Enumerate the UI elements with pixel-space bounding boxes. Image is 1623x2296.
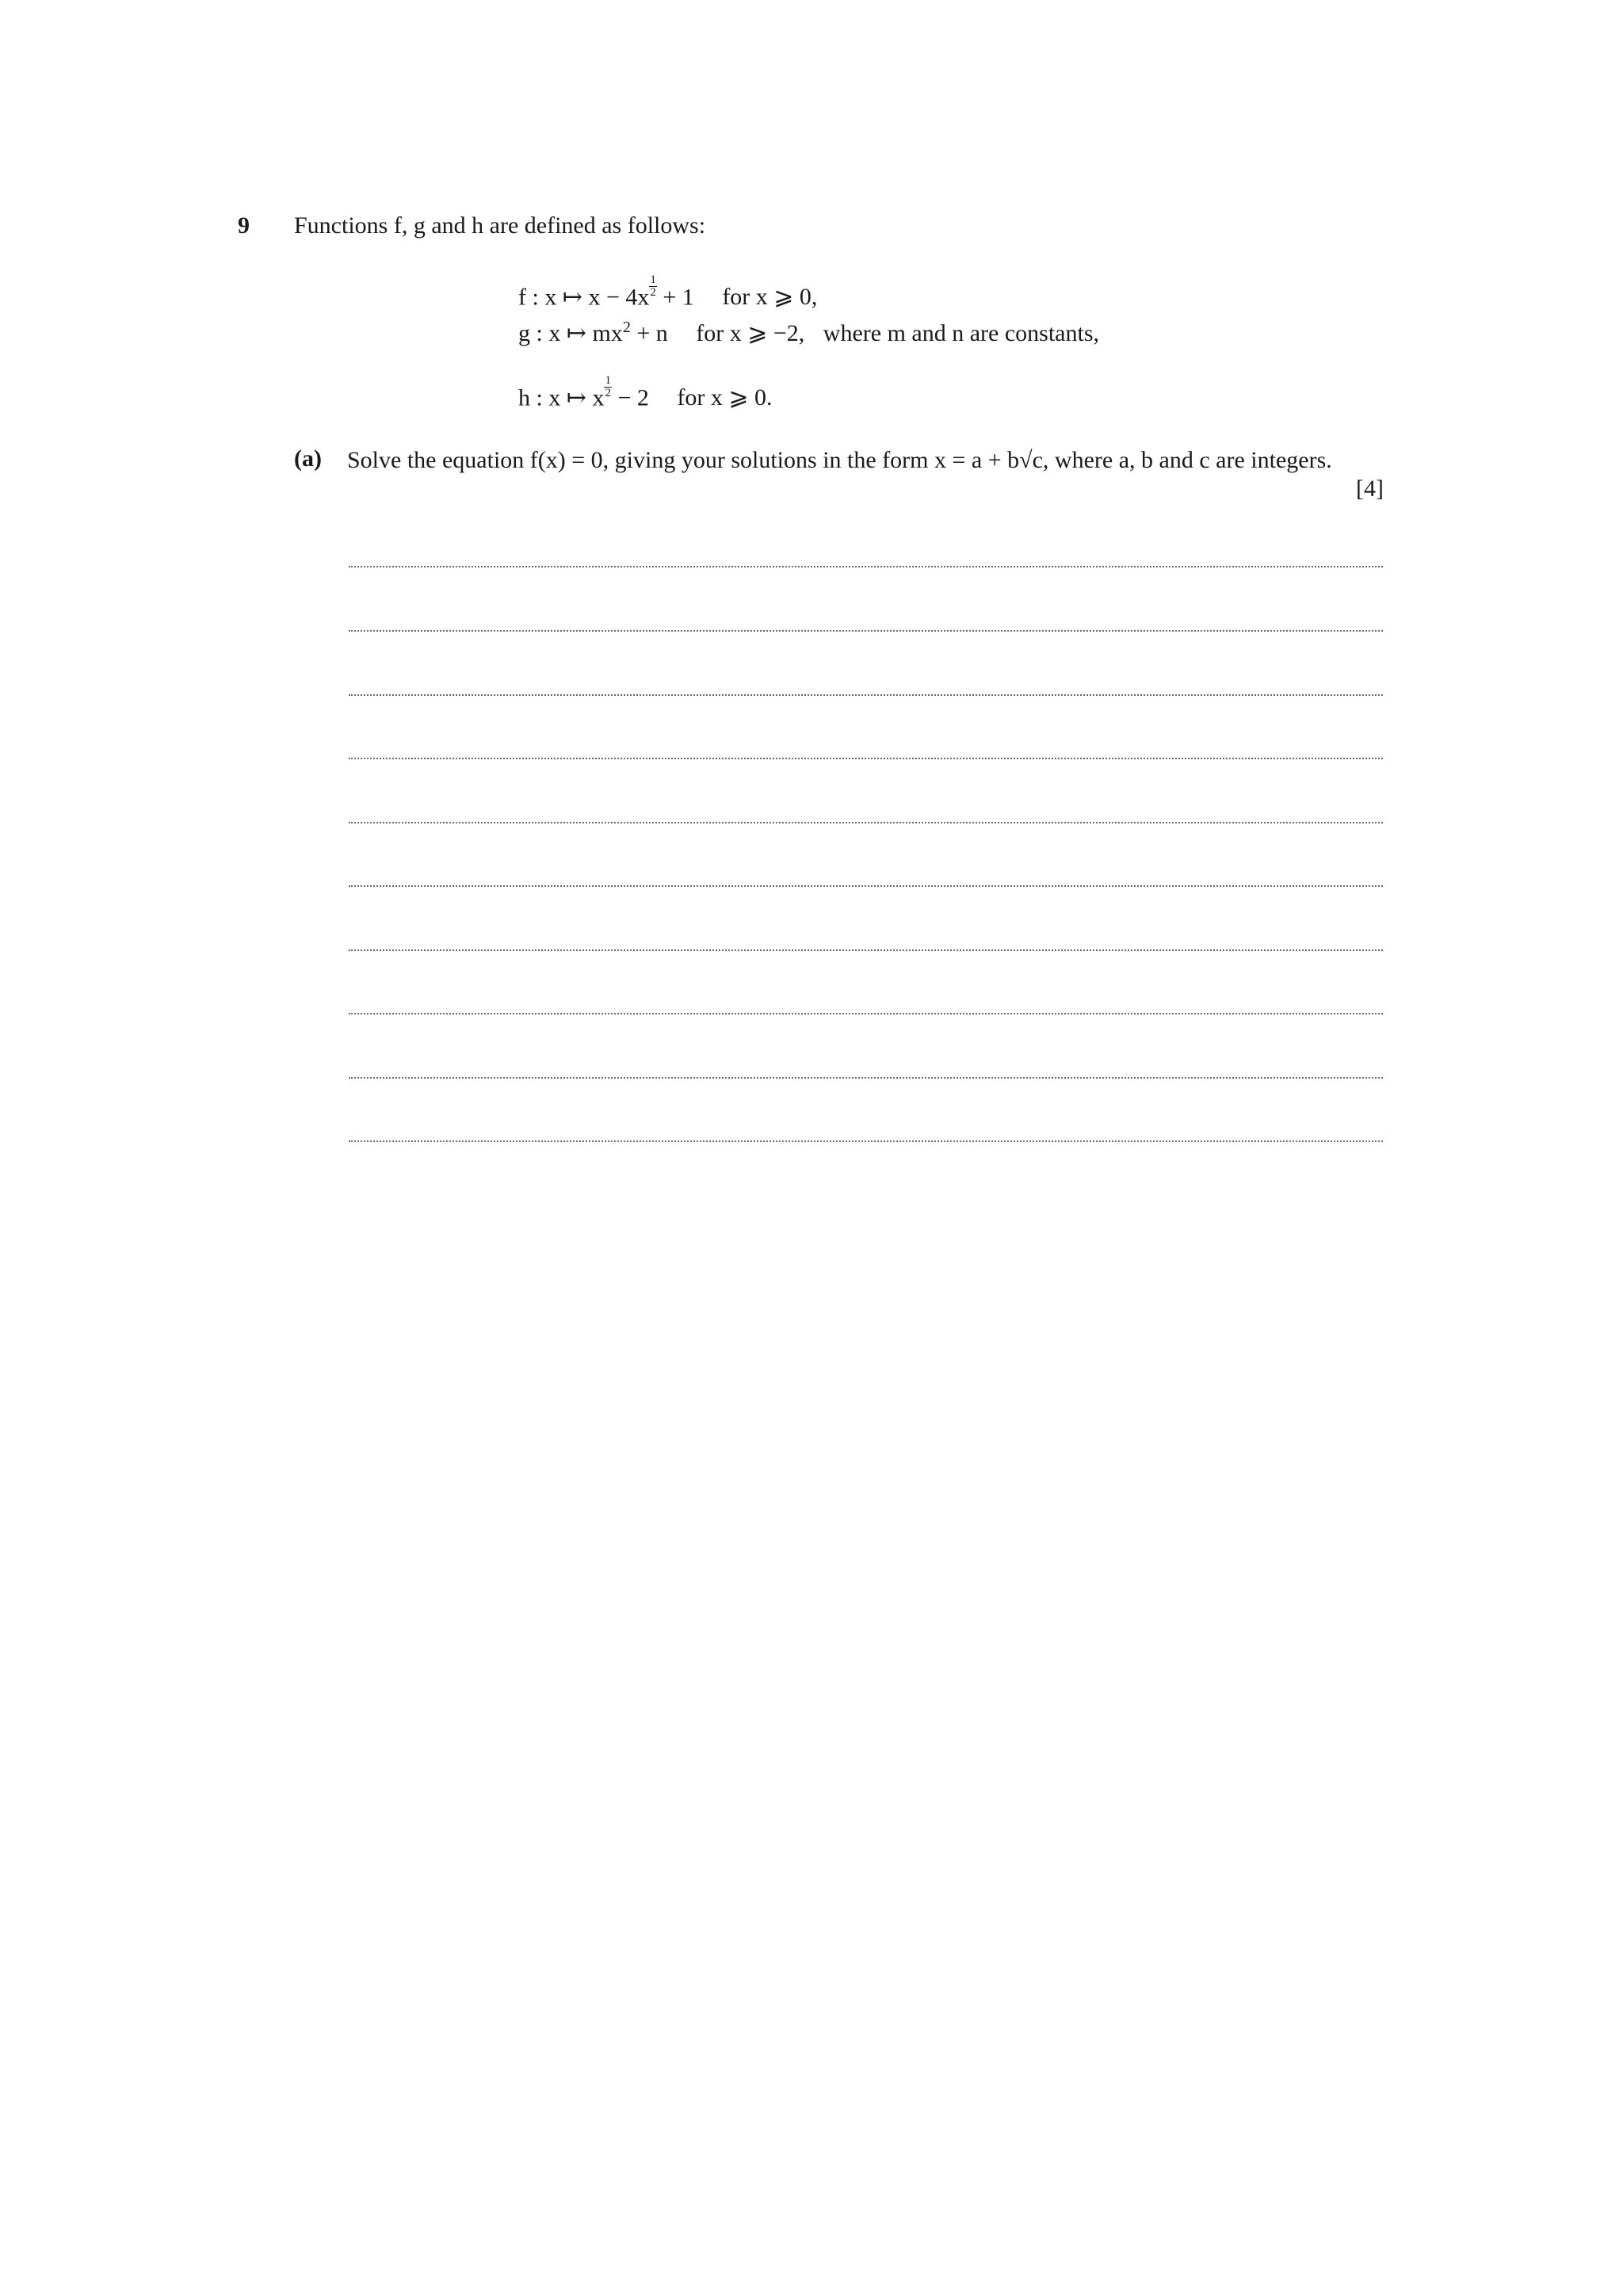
answer-line[interactable] xyxy=(349,630,1383,632)
part-a-label: (a) xyxy=(294,445,322,472)
definition-f-map: f : x ↦ x − 4x xyxy=(518,284,650,311)
answer-line[interactable] xyxy=(349,885,1383,887)
answer-line[interactable] xyxy=(349,758,1383,759)
definition-f-exponent: $\frac{1}{2}$ xyxy=(650,273,656,299)
answer-line[interactable] xyxy=(349,1140,1383,1142)
definition-h-tail: − 2 xyxy=(611,384,649,411)
answer-line[interactable] xyxy=(349,694,1383,696)
answer-line[interactable] xyxy=(349,566,1383,567)
definition-f-condition: for x ⩾ 0, xyxy=(722,284,818,311)
definition-h-map: h : x ↦ x xyxy=(518,384,605,411)
definition-f-tail: + 1 xyxy=(656,284,694,311)
part-a-marks: [4] xyxy=(1356,476,1384,502)
answer-line[interactable] xyxy=(349,1077,1383,1079)
definition-g-map: g : x ↦ mx xyxy=(518,320,623,346)
definition-h xyxy=(518,375,773,410)
part-a-question: Solve the equation f(x) = 0, giving your solutions in the form x = a + b√c, where a, b and c are integers. xyxy=(347,447,1332,473)
definition-g xyxy=(518,319,1099,346)
answer-line[interactable] xyxy=(349,822,1383,823)
answer-line[interactable] xyxy=(349,1013,1383,1014)
definition-g-condition: for x ⩾ −2, xyxy=(696,320,805,346)
definition-h-condition: for x ⩾ 0. xyxy=(677,384,773,411)
definition-h-exponent: $\frac{1}{2}$ xyxy=(605,374,611,399)
definition-f xyxy=(518,274,817,309)
definition-g-tail: + n xyxy=(630,320,668,346)
definition-g-exponent: 2 xyxy=(622,319,631,336)
question-number: 9 xyxy=(238,212,250,239)
question-intro: Functions f, g and h are defined as follows: xyxy=(294,212,706,239)
answer-line[interactable] xyxy=(349,949,1383,951)
definition-g-note: where m and n are constants, xyxy=(823,320,1099,346)
